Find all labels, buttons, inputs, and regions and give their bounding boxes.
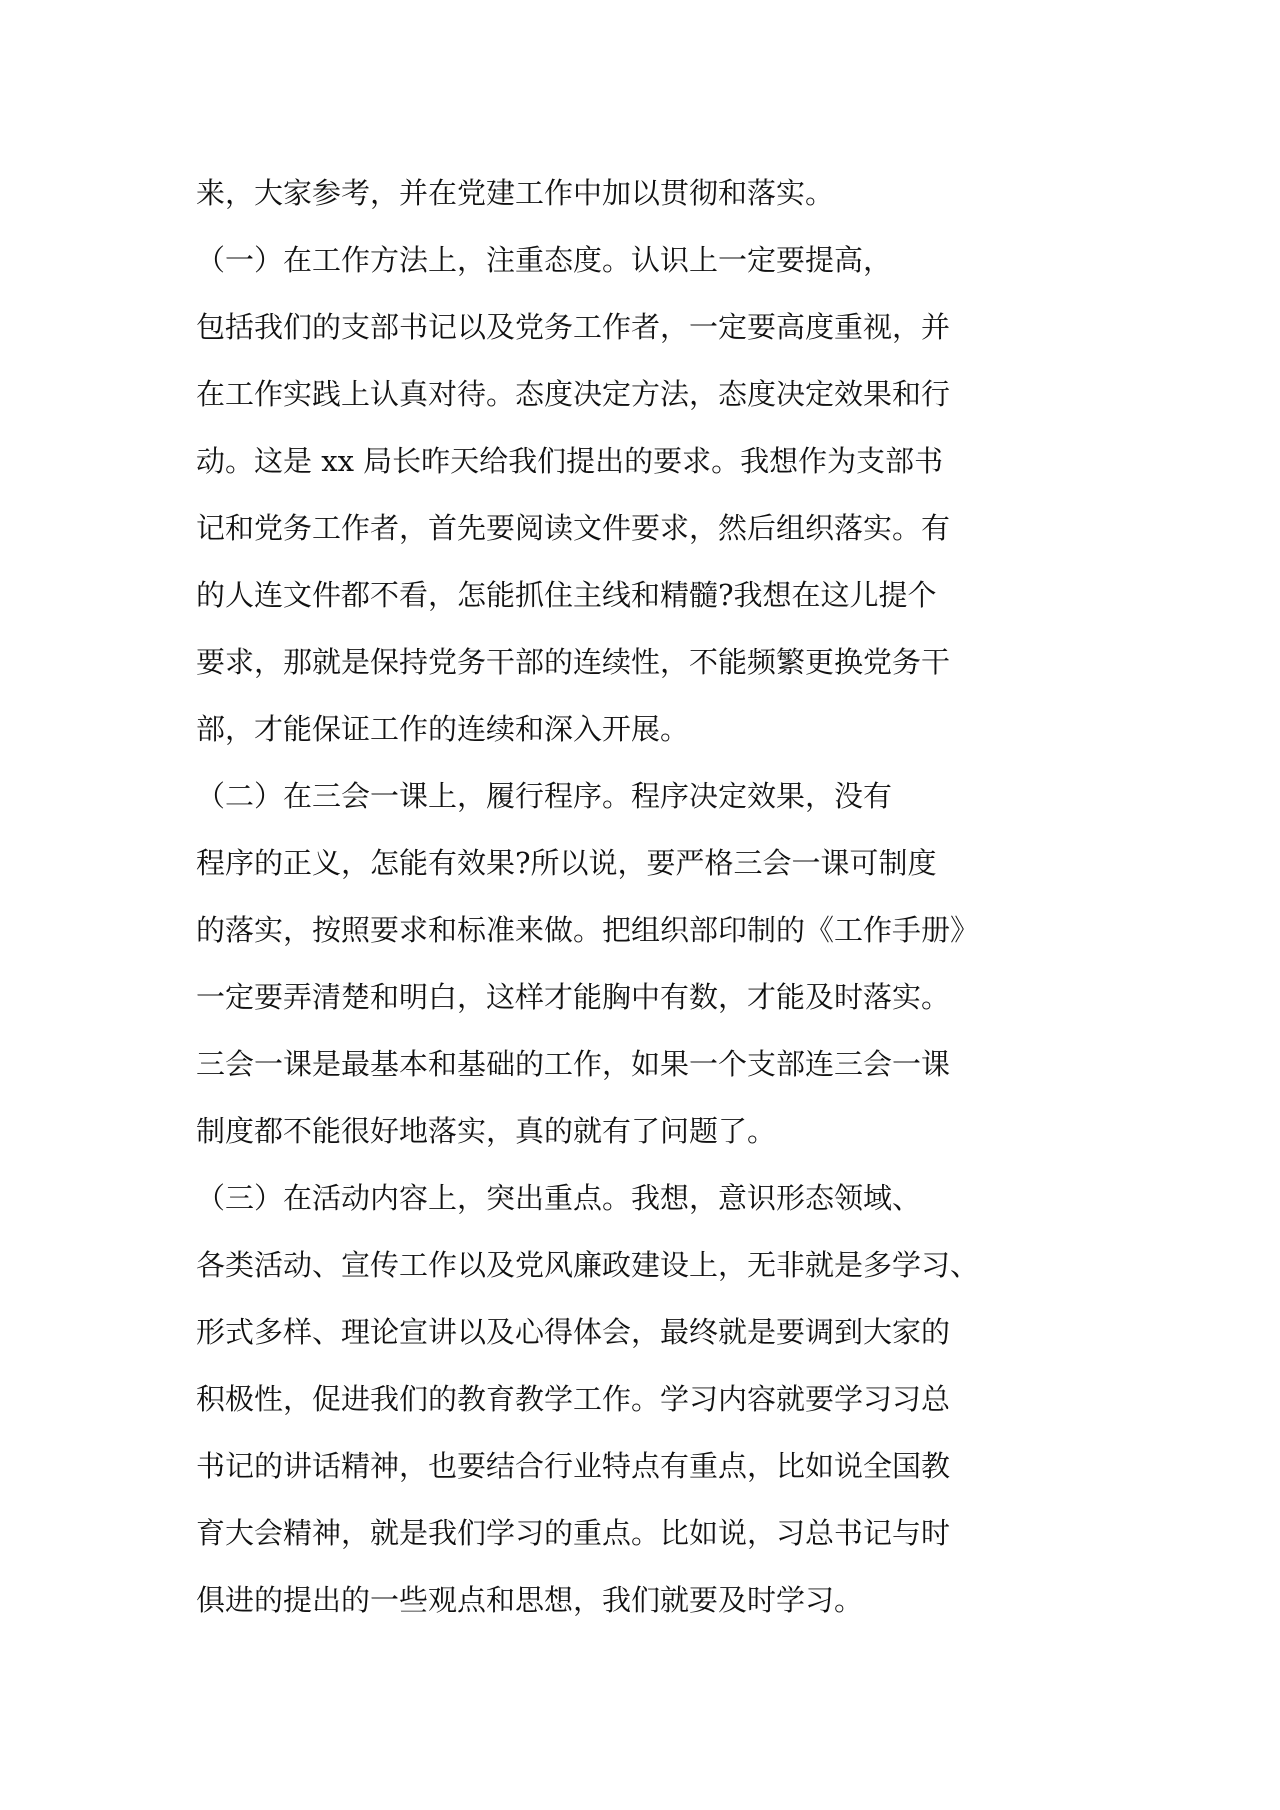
text-line: 书记的讲话精神，也要结合行业特点有重点，比如说全国教: [196, 1449, 951, 1483]
document-body: [196, 160, 1096, 1634]
text-line: 来，大家参考，并在党建工作中加以贯彻和落实。: [196, 176, 835, 210]
text-line: 形式多样、理论宣讲以及心得体会，最终就是要调到大家的: [196, 1315, 951, 1349]
text-line: 的落实，按照要求和标准来做。把组织部印制的《工作手册》: [196, 913, 980, 947]
text-line: 部，才能保证工作的连续和深入开展。: [196, 712, 690, 746]
text-line: 的人连文件都不看，怎能抓住主线和精髓?我想在这儿提个: [196, 578, 937, 612]
text-line: 程序的正义，怎能有效果?所以说，要严格三会一课可制度: [196, 846, 937, 880]
text-line: 三会一课是最基本和基础的工作，如果一个支部连三会一课: [196, 1047, 951, 1081]
text-line: 积极性，促进我们的教育教学工作。学习内容就要学习习总: [196, 1382, 951, 1416]
text-line: 记和党务工作者，首先要阅读文件要求，然后组织落实。有: [196, 511, 951, 545]
text-line: 动。这是 xx 局长昨天给我们提出的要求。我想作为支部书: [196, 444, 944, 478]
text-line: 要求，那就是保持党务干部的连续性，不能频繁更换党务干: [196, 645, 951, 679]
section-heading-1: （一）在工作方法上，注重态度。认识上一定要提高，: [196, 243, 893, 277]
text-line: 各类活动、宣传工作以及党风廉政建设上，无非就是多学习、: [196, 1248, 980, 1282]
text-line: 在工作实践上认真对待。态度决定方法，态度决定效果和行: [196, 377, 951, 411]
section-heading-2: （二）在三会一课上，履行程序。程序决定效果，没有: [196, 779, 893, 813]
text-line: 俱进的提出的一些观点和思想，我们就要及时学习。: [196, 1583, 864, 1617]
text-line: 育大会精神，就是我们学习的重点。比如说，习总书记与时: [196, 1516, 951, 1550]
text-line: 制度都不能很好地落实，真的就有了问题了。: [196, 1114, 777, 1148]
text-line: 一定要弄清楚和明白，这样才能胸中有数，才能及时落实。: [196, 980, 951, 1014]
section-heading-3: （三）在活动内容上，突出重点。我想，意识形态领域、: [196, 1181, 922, 1215]
text-line: 包括我们的支部书记以及党务工作者，一定要高度重视，并: [196, 310, 951, 344]
